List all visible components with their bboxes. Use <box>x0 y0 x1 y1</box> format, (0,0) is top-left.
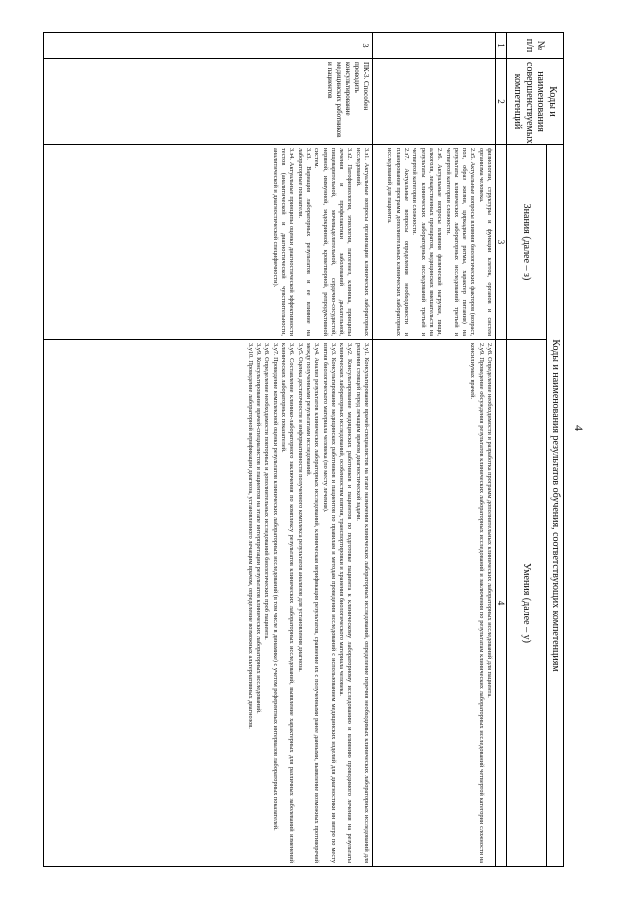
knowledge-item: 2.з6. Актуальные вопросы влияния физической нагрузки, пищи, алкоголя, лекарственных препаратов, медицинских вмешательств на результаты клинических лабораторных исследований третьей и четвертой категории сложности. <box>411 148 444 336</box>
skill-item: 2.у8. Определение необходимости и разработка программ дополнительных клинических лабораторных исследований для пациента. <box>486 343 493 698</box>
page-number: 4 <box>572 425 586 431</box>
skill-item: 3.у5. Оценка достаточности и информативности полученного комплекса результатов анализов для установления диагноза. <box>296 343 304 672</box>
skill-item: 3.у2. Консультирование медицинских работников и пациентов по подготовке пациента к клиническому лабораторному исследованию и влиянию проводимого лечения на результаты клинических лабораторных исследований, особенностям взятия, транспортировки и хранения биологического материала человека. <box>338 343 354 863</box>
col-number: 3 <box>496 145 507 340</box>
header-code: Коды и наименования совершенствуемых компетенций <box>507 59 564 145</box>
knowledge-item: 3.з3. Вариация лабораторных результатов и ее влияние на лабораторные показатели. <box>296 148 312 336</box>
knowledge-item: 2.з7. Актуальные вопросы определения необходимости и планирования программ дополнительных клинических лабораторных исследований для пациента. <box>386 148 411 336</box>
rotated-content <box>40 32 592 867</box>
table-row <box>44 33 373 867</box>
knowledge-cell <box>44 145 373 340</box>
skill-item: 3.у7. Проведение комплексной оценки результатов клинических лабораторных исследований (в том числе в динамике) с учетом референтных интервалов лабораторных показателей. <box>271 343 279 831</box>
col-number: 2 <box>496 59 507 145</box>
skill-item: 3.у10. Проведение лабораторной верификации диагноза, установленного лечащим врачом, определение возможных альтернативных диагнозов. <box>246 343 254 729</box>
skill-item: 3.у9. Консультирование врачей-специалистов и пациентов на этапе интерпретации результатов клинических лабораторных исследований. <box>255 343 263 714</box>
table-row <box>373 33 496 867</box>
knowledge-item: 3.з1. Актуальные вопросы организации клинических лабораторных исследований. <box>354 148 370 336</box>
competency-code: ПК-3. Способен проводить консультирование медицинских работников и пациентов <box>44 59 373 145</box>
skill-item: 2.у9. Проведение обсуждения результатов клинических лабораторных исследований и заключения по результатам клинических лабораторных исследований четвертой категории сложности на консилиумах врачей. <box>469 343 485 863</box>
competency-code <box>373 59 496 145</box>
knowledge-item: физиологии, структуры и функции клеток, органов и систем организма человека. <box>477 148 493 336</box>
skills-cell <box>373 340 496 867</box>
skill-item: 3.у3. Консультирование медицинских работников и пациентов по правилам и методам проведения исследований с использованием медицинских изделий для диагностики ин витро по месту взятия биологического материала человека (по месту лечения). <box>321 343 337 863</box>
col-number: 1 <box>496 33 507 59</box>
skill-item: 3.у4. Анализ результатов клинических лабораторных исследований, клиническая верификация результатов, сравнение их с полученными ранее данными, выявление возможных противоречий между полученными результатами исследований. <box>304 343 321 863</box>
knowledge-item: 2.з5. Актуальные вопросы влияния биологических факторов (возраст, пол, образ жизни, циркадные ритмы, характер питания) на результаты клинических лабораторных исследований третьей и четвертой категории сложности. <box>444 148 477 336</box>
col-number: 4 <box>496 340 507 867</box>
skills-cell <box>44 340 373 867</box>
knowledge-item: 3.з2. Патофизиология, этиология, патогенез, клиника, принципы лечения и профилактики заболеваний дыхательной, пищеварительной, мочевыделительной, сердечно-сосудистой, нервной, иммунной, эндокринной, кроветворной, репродуктивной систем. <box>313 148 354 336</box>
knowledge-cell <box>373 145 496 340</box>
header-results: Коды и наименования результатов обучения, соответствующих компетенциям <box>547 145 564 867</box>
skill-item: 3.у1. Консультирование врачей-специалистов на этапе назначения клинических лабораторных исследований, определение перечня необходимых клинических лабораторных исследований для решения стоящей перед лечащим врачом диагностической задачи. <box>354 343 370 863</box>
header-num: № п/п <box>507 33 564 59</box>
row-number <box>373 33 496 59</box>
skill-item: 3.у6. Составление клинико-лабораторного заключения по комплексу результатов клинических лабораторных исследований, выявление характерных для различных заболеваний изменений клинических лабораторных показателей. <box>280 343 296 863</box>
knowledge-item: 3.з4. Актуальные принципы оценки диагностической эффективности тестов (аналитической и диагностической чувствительности, аналитической и диагностической специфичности). <box>271 148 296 336</box>
competencies-table <box>43 32 564 867</box>
row-number: 3 <box>44 33 373 59</box>
skill-item: 3.у8. Определение необходимости повторных и дополнительных исследований биологических проб пациента. <box>263 343 271 640</box>
header-skills: Умения (далее – у) <box>507 340 547 867</box>
header-knowledge: Знания (далее – з) <box>507 145 547 340</box>
